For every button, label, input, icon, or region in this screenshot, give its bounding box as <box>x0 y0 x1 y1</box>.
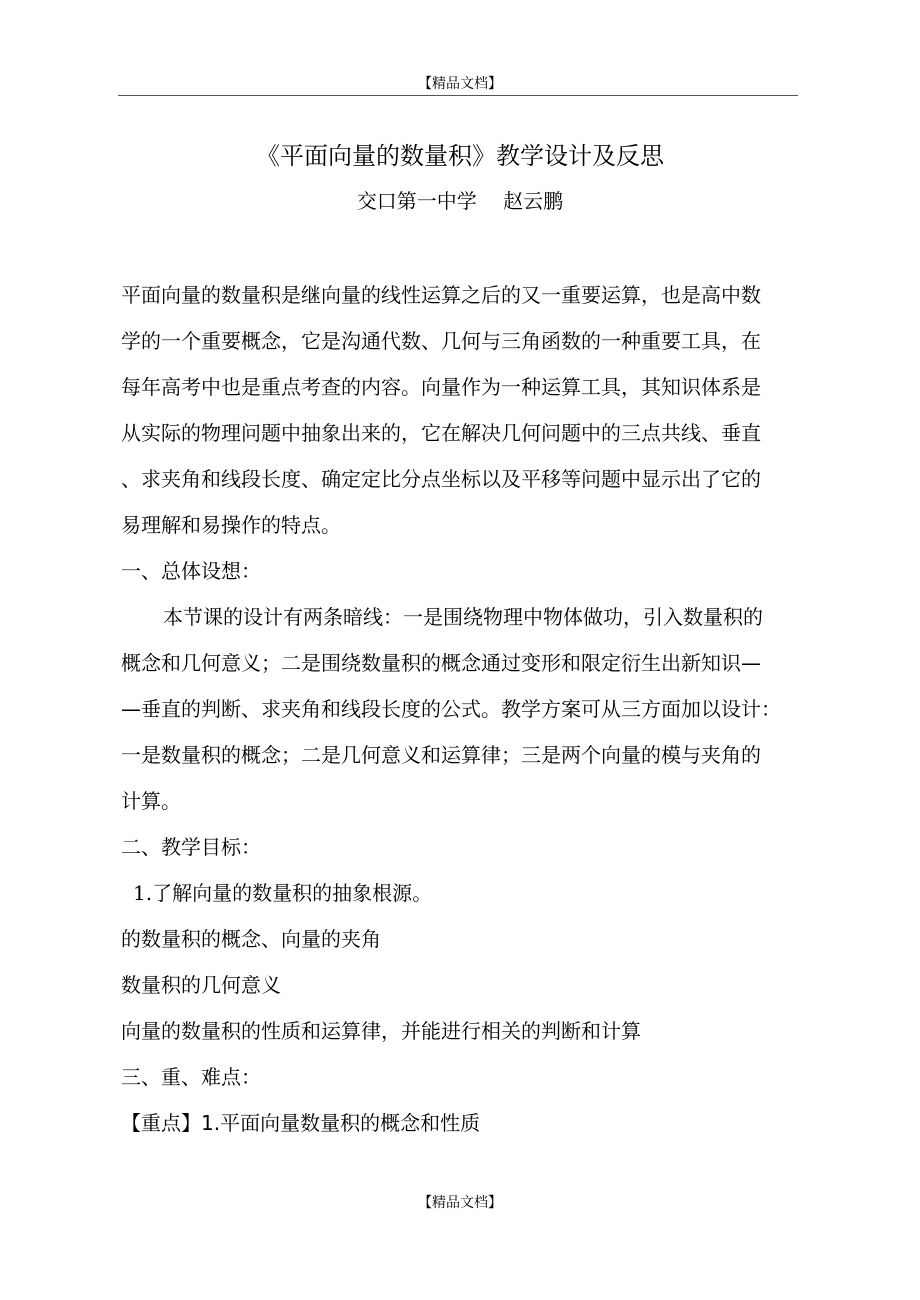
intro-line: 学的一个重要概念，它是沟通代数、几何与三角函数的一种重要工具，在 <box>121 329 761 353</box>
design-line: 计算。 <box>121 789 181 813</box>
intro-line: 、求夹角和线段长度、确定定比分点坐标以及平移等问题中显示出了它的 <box>121 467 761 491</box>
intro-line: 从实际的物理问题中抽象出来的，它在解决几何问题中的三点共线、垂直 <box>121 421 761 445</box>
design-line: 概念和几何意义；二是围绕数量积的概念通过变形和限定衍生出新知识— <box>121 651 761 675</box>
goal-item: 数量积的几何意义 <box>121 973 281 997</box>
document-title: 《平面向量的数量积》教学设计及反思 <box>256 142 664 170</box>
header-divider <box>118 95 798 96</box>
goal-item: 的数量积的概念、向量的夹角 <box>121 927 381 951</box>
section-heading-key-points: 三、重、难点： <box>121 1065 261 1089</box>
intro-line: 平面向量的数量积是继向量的线性运算之后的又一重要运算，也是高中数 <box>121 283 761 307</box>
design-line: 本节课的设计有两条暗线：一是围绕物理中物体做功，引入数量积的 <box>163 605 763 629</box>
key-point: 【重点】1.平面向量数量积的概念和性质 <box>121 1111 481 1135</box>
section-heading-goals: 二、教学目标： <box>121 835 261 859</box>
intro-line: 易理解和易操作的特点。 <box>121 513 341 537</box>
design-line: 一是数量积的概念；二是几何意义和运算律；三是两个向量的模与夹角的 <box>121 743 761 767</box>
goal-item: 向量的数量积的性质和运算律，并能进行相关的判断和计算 <box>121 1019 641 1043</box>
intro-line: 每年高考中也是重点考查的内容。向量作为一种运算工具，其知识体系是 <box>121 375 761 399</box>
goal-item: 1.了解向量的数量积的抽象根源。 <box>133 881 433 905</box>
author-line <box>0 186 920 216</box>
author-name: 赵云鹏 <box>503 189 564 213</box>
author-school: 交口第一中学 <box>356 189 477 213</box>
footer-label: 【精品文档】 <box>418 1195 502 1211</box>
design-line: —垂直的判断、求夹角和线段长度的公式。教学方案可从三方面加以设计： <box>121 697 781 721</box>
section-heading-overview: 一、总体设想： <box>121 559 261 583</box>
header-label: 【精品文档】 <box>418 76 502 92</box>
document-body <box>121 272 801 1146</box>
